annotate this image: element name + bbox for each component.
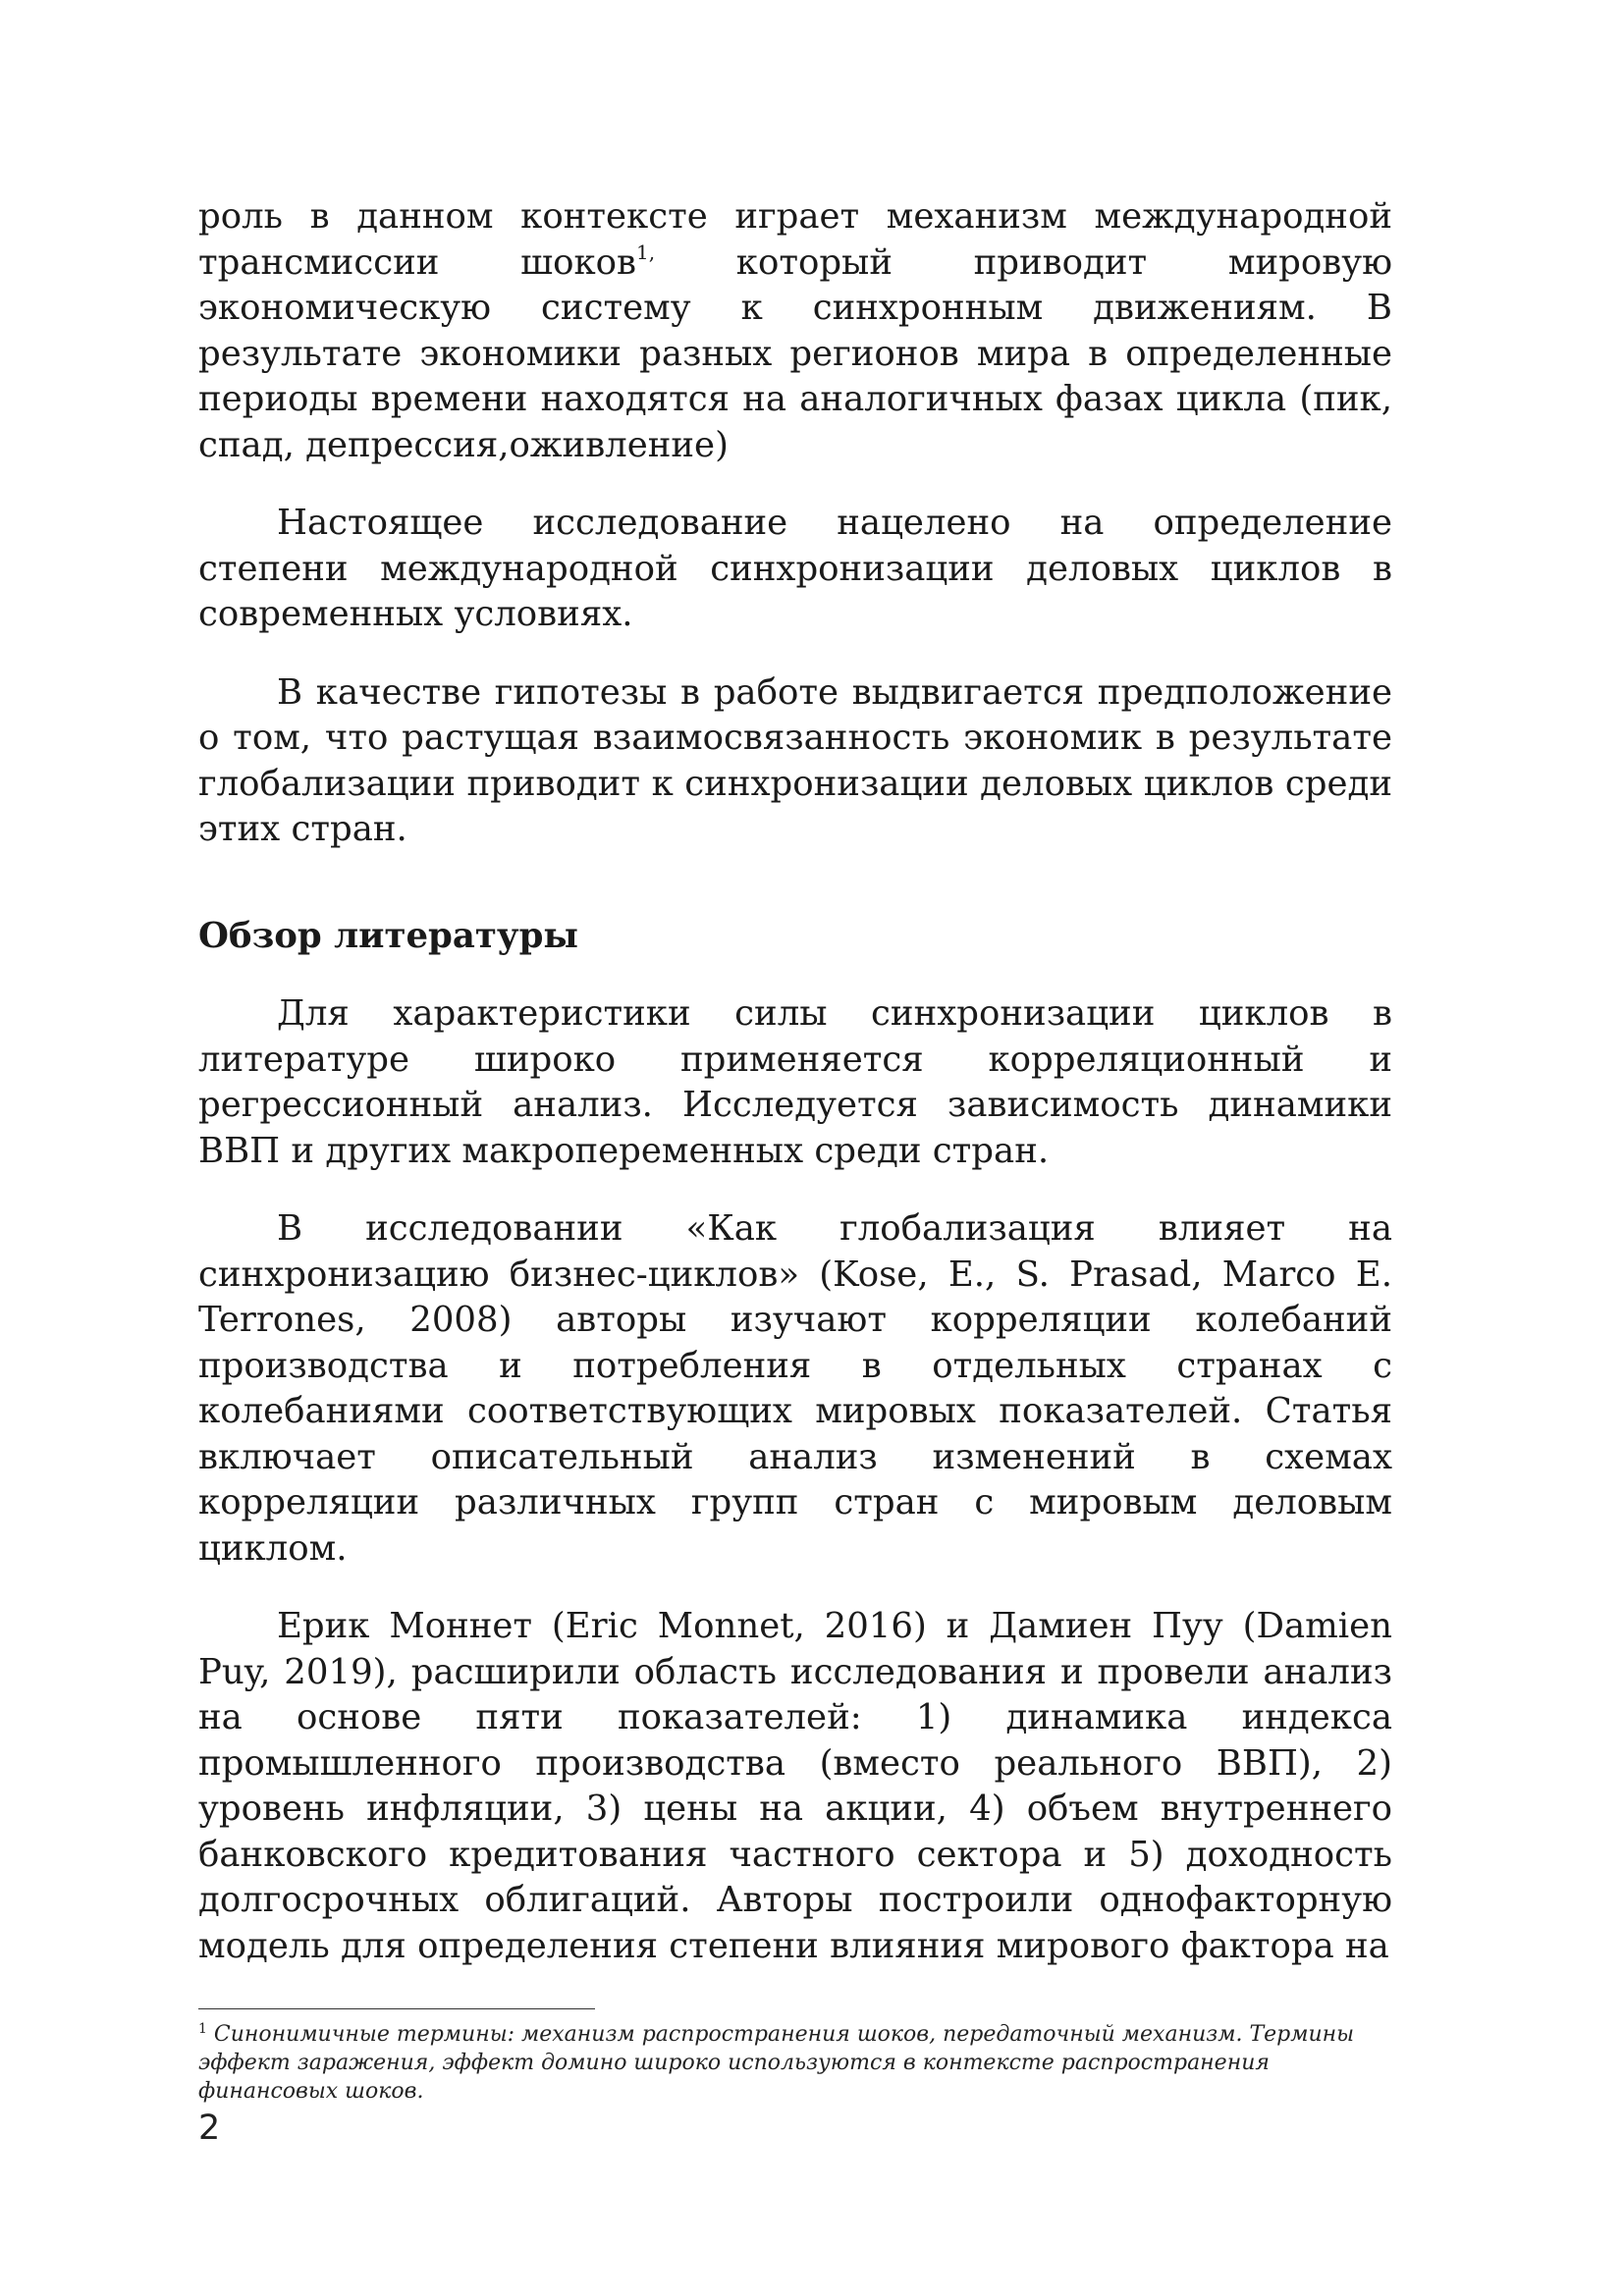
- body-text: [198, 194, 1392, 2002]
- footnote-number: 1: [198, 2021, 207, 2037]
- paragraph-6: Ерик Моннет (Eric Monnet, 2016) и Дамиен Пуу (Damien Puy, 2019), расширили область исследования и провели анализ на основе пяти показателей: 1) динамика индекса промышленного производства (вместо реального ВВП), 2) уровень инфляции, 3) цены на акции, 4) объем внутреннего банковского кредитования частного сектора и 5) доходность долгосрочных облигаций. Авторы построили однофакторную модель для определения степени влияния мирового фактора на: [198, 1606, 1392, 1966]
- paragraph-3: В качестве гипотезы в работе выдвигается предположение о том, что растущая взаимосвязанность экономик в результате глобализации приводит к синхронизации деловых циклов среди этих стран.: [198, 671, 1392, 849]
- footnote-reference[interactable]: 1,: [636, 240, 656, 264]
- footnote-separator: [198, 2008, 595, 2009]
- section-heading: Обзор литературы: [198, 915, 579, 956]
- paragraph-5: В исследовании «Как глобализация влияет на синхронизацию бизнес-циклов» (Kose, E., S. Prasad, Marco E. Terrones, 2008) авторы изучают корреляции колебаний производства и потребления в отдельных странах с колебаниями соответствующих мировых показателей. Статья включает описательный анализ изменений в схемах корреляции различных групп стран с мировым деловым циклом.: [198, 1208, 1392, 1569]
- paragraph-1: [198, 194, 1392, 468]
- paragraph-1-text: роль в данном контексте играет механизм международной трансмиссии шоков: [198, 196, 1392, 283]
- footnote-text: Синонимичные термины: механизм распространения шоков, передаточный механизм. Термины эффект заражения, эффект домино широко используются в контексте распространения финансовых шоков.: [198, 2022, 1355, 2104]
- page-number: 2: [198, 2109, 221, 2148]
- footnote: [198, 2020, 1392, 2106]
- paragraph-1-text-continued: который приводит мировую экономическую систему к синхронным движениям. В результате экономики разных регионов мира в определенные периоды времени находятся на аналогичных фазах цикла (пик, спад, депрессия,оживление): [198, 241, 1392, 465]
- paragraph-4: Для характеристики силы синхронизации циклов в литературе широко применяется корреляционный и регрессионный анализ. Исследуется зависимость динамики ВВП и других макропеременных среди стран.: [198, 993, 1392, 1171]
- paragraph-2: Настоящее исследование нацелено на определение степени международной синхронизации деловых циклов в современных условиях.: [198, 503, 1392, 634]
